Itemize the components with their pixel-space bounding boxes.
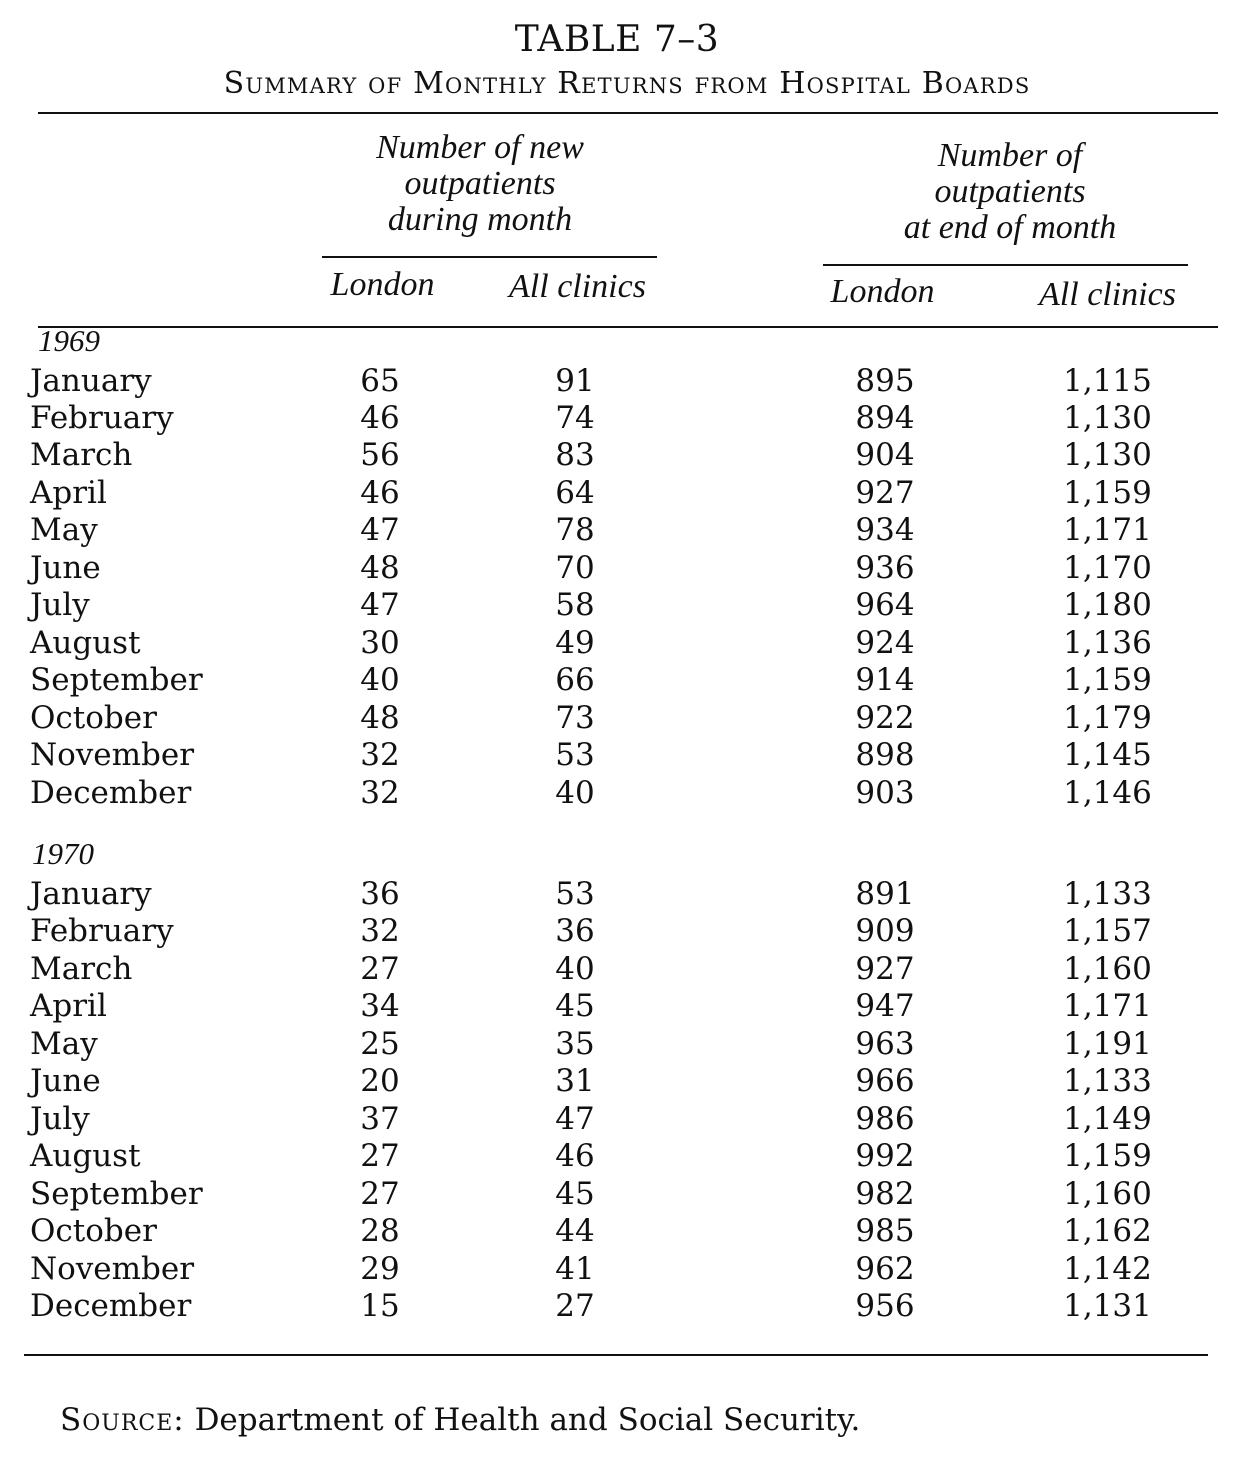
group-header-end-outpatients	[820, 138, 1200, 246]
new-london-cell: 27	[360, 1176, 400, 1212]
table-row	[0, 399, 1234, 437]
end-london-cell: 891	[855, 876, 915, 912]
new-all-clinics-cell: 91	[555, 363, 595, 399]
group-rule-new	[322, 256, 657, 258]
end-all-clinics-cell: 1,191	[1063, 1026, 1152, 1062]
table-row	[0, 1250, 1234, 1288]
new-all-clinics-cell: 46	[555, 1138, 595, 1174]
month-cell: April	[30, 988, 107, 1024]
new-all-clinics-cell: 73	[555, 700, 595, 736]
end-london-cell: 927	[855, 951, 915, 987]
end-london-cell: 904	[855, 437, 915, 473]
end-all-clinics-cell: 1,180	[1063, 587, 1152, 623]
end-all-clinics-cell: 1,171	[1063, 988, 1152, 1024]
end-london-cell: 894	[855, 400, 915, 436]
new-all-clinics-cell: 83	[555, 437, 595, 473]
end-london-cell: 956	[855, 1288, 915, 1324]
table-subtitle: Summary of Monthly Returns from Hospital Boards	[223, 66, 1031, 101]
group-header-end-line: at end of month	[903, 209, 1117, 246]
new-london-cell: 15	[360, 1288, 400, 1324]
month-cell: March	[30, 437, 133, 473]
month-cell: December	[30, 1288, 192, 1324]
new-all-clinics-cell: 74	[555, 400, 595, 436]
end-all-clinics-cell: 1,142	[1063, 1251, 1152, 1287]
end-london-cell: 936	[855, 550, 915, 586]
month-cell: October	[30, 1213, 157, 1249]
end-all-clinics-cell: 1,115	[1063, 363, 1152, 399]
table-row	[0, 912, 1234, 950]
end-all-clinics-cell: 1,162	[1063, 1213, 1152, 1249]
column-header-london-end: London	[830, 273, 935, 310]
end-london-cell: 947	[855, 988, 915, 1024]
table-row	[0, 1287, 1234, 1325]
table-row	[0, 1062, 1234, 1100]
new-london-cell: 36	[360, 876, 400, 912]
end-all-clinics-cell: 1,130	[1063, 400, 1152, 436]
end-all-clinics-cell: 1,159	[1063, 1138, 1152, 1174]
new-london-cell: 47	[360, 587, 400, 623]
end-london-cell: 964	[855, 587, 915, 623]
new-london-cell: 27	[360, 951, 400, 987]
new-london-cell: 46	[360, 400, 400, 436]
source-text: Department of Health and Social Security.	[194, 1402, 861, 1438]
end-london-cell: 922	[855, 700, 915, 736]
new-london-cell: 37	[360, 1101, 400, 1137]
month-cell: June	[30, 550, 101, 586]
end-all-clinics-cell: 1,146	[1063, 775, 1152, 811]
new-london-cell: 40	[360, 662, 400, 698]
end-all-clinics-cell: 1,170	[1063, 550, 1152, 586]
new-all-clinics-cell: 58	[555, 587, 595, 623]
new-all-clinics-cell: 44	[555, 1213, 595, 1249]
month-cell: June	[30, 1063, 101, 1099]
end-all-clinics-cell: 1,133	[1063, 876, 1152, 912]
end-london-cell: 962	[855, 1251, 915, 1287]
month-cell: May	[30, 512, 98, 548]
month-cell: July	[30, 587, 90, 623]
month-cell: September	[30, 1176, 203, 1212]
new-all-clinics-cell: 40	[555, 951, 595, 987]
new-all-clinics-cell: 47	[555, 1101, 595, 1137]
table-title: TABLE 7–3	[514, 19, 720, 60]
end-london-cell: 934	[855, 512, 915, 548]
table-row	[0, 1137, 1234, 1175]
new-london-cell: 48	[360, 550, 400, 586]
end-london-cell: 914	[855, 662, 915, 698]
end-all-clinics-cell: 1,145	[1063, 737, 1152, 773]
new-all-clinics-cell: 70	[555, 550, 595, 586]
end-all-clinics-cell: 1,171	[1063, 512, 1152, 548]
end-london-cell: 927	[855, 475, 915, 511]
month-cell: November	[30, 737, 195, 773]
end-all-clinics-cell: 1,133	[1063, 1063, 1152, 1099]
end-all-clinics-cell: 1,131	[1063, 1288, 1152, 1324]
month-cell: February	[30, 913, 174, 949]
table-row	[0, 661, 1234, 699]
group-header-new-line: Number of new	[376, 129, 584, 166]
new-all-clinics-cell: 64	[555, 475, 595, 511]
new-london-cell: 34	[360, 988, 400, 1024]
new-london-cell: 28	[360, 1213, 400, 1249]
month-cell: September	[30, 662, 203, 698]
new-london-cell: 65	[360, 363, 400, 399]
month-cell: July	[30, 1101, 90, 1137]
end-london-cell: 986	[855, 1101, 915, 1137]
table-row	[0, 950, 1234, 988]
new-all-clinics-cell: 45	[555, 988, 595, 1024]
table-row	[0, 875, 1234, 913]
new-london-cell: 27	[360, 1138, 400, 1174]
end-london-cell: 924	[855, 625, 915, 661]
new-london-cell: 32	[360, 737, 400, 773]
month-cell: November	[30, 1251, 195, 1287]
table-row	[0, 987, 1234, 1025]
new-all-clinics-cell: 53	[555, 876, 595, 912]
end-all-clinics-cell: 1,160	[1063, 951, 1152, 987]
year-label-1969: 1969	[38, 323, 100, 358]
table-row	[0, 474, 1234, 512]
month-cell: August	[30, 625, 141, 661]
end-london-cell: 982	[855, 1176, 915, 1212]
top-rule	[38, 112, 1218, 114]
new-all-clinics-cell: 53	[555, 737, 595, 773]
new-all-clinics-cell: 27	[555, 1288, 595, 1324]
end-london-cell: 909	[855, 913, 915, 949]
end-london-cell: 898	[855, 737, 915, 773]
column-header-london-new: London	[330, 266, 435, 303]
month-cell: March	[30, 951, 133, 987]
month-cell: January	[30, 363, 152, 399]
new-london-cell: 47	[360, 512, 400, 548]
table-row	[0, 511, 1234, 549]
new-all-clinics-cell: 41	[555, 1251, 595, 1287]
table-row	[0, 736, 1234, 774]
column-header-all-clinics-new: All clinics	[509, 268, 646, 305]
new-all-clinics-cell: 45	[555, 1176, 595, 1212]
new-london-cell: 46	[360, 475, 400, 511]
month-cell: October	[30, 700, 157, 736]
month-cell: May	[30, 1026, 98, 1062]
new-london-cell: 30	[360, 625, 400, 661]
table-row	[0, 1212, 1234, 1250]
end-all-clinics-cell: 1,160	[1063, 1176, 1152, 1212]
table-row	[0, 1175, 1234, 1213]
bottom-rule	[24, 1354, 1208, 1356]
end-all-clinics-cell: 1,179	[1063, 700, 1152, 736]
table-row	[0, 1100, 1234, 1138]
table-row	[0, 774, 1234, 812]
end-london-cell: 966	[855, 1063, 915, 1099]
table-row	[0, 624, 1234, 662]
new-london-cell: 25	[360, 1026, 400, 1062]
month-cell: February	[30, 400, 174, 436]
end-london-cell: 963	[855, 1026, 915, 1062]
new-london-cell: 32	[360, 775, 400, 811]
table-row	[0, 586, 1234, 624]
table-row	[0, 699, 1234, 737]
new-all-clinics-cell: 66	[555, 662, 595, 698]
end-london-cell: 903	[855, 775, 915, 811]
end-all-clinics-cell: 1,159	[1063, 662, 1152, 698]
end-all-clinics-cell: 1,157	[1063, 913, 1152, 949]
source-label: Source:	[60, 1402, 185, 1438]
new-london-cell: 29	[360, 1251, 400, 1287]
month-cell: April	[30, 475, 107, 511]
new-all-clinics-cell: 31	[555, 1063, 595, 1099]
month-cell: December	[30, 775, 192, 811]
new-all-clinics-cell: 78	[555, 512, 595, 548]
group-header-end-line: Number of	[937, 137, 1083, 174]
end-london-cell: 895	[855, 363, 915, 399]
group-header-new-line: during month	[387, 201, 573, 238]
end-all-clinics-cell: 1,149	[1063, 1101, 1152, 1137]
new-all-clinics-cell: 36	[555, 913, 595, 949]
new-all-clinics-cell: 49	[555, 625, 595, 661]
group-rule-end	[823, 264, 1188, 266]
column-header-all-clinics-end: All clinics	[1039, 276, 1176, 313]
new-london-cell: 48	[360, 700, 400, 736]
group-header-new-line: outpatients	[404, 165, 556, 202]
group-header-new-outpatients	[300, 130, 660, 238]
end-all-clinics-cell: 1,130	[1063, 437, 1152, 473]
new-all-clinics-cell: 35	[555, 1026, 595, 1062]
month-cell: August	[30, 1138, 141, 1174]
table-row	[0, 1025, 1234, 1063]
end-all-clinics-cell: 1,136	[1063, 625, 1152, 661]
end-london-cell: 992	[855, 1138, 915, 1174]
header-rule	[38, 326, 1218, 328]
end-all-clinics-cell: 1,159	[1063, 475, 1152, 511]
new-london-cell: 32	[360, 913, 400, 949]
table-row	[0, 549, 1234, 587]
table-row	[0, 362, 1234, 400]
group-header-end-line: outpatients	[934, 173, 1086, 210]
new-all-clinics-cell: 40	[555, 775, 595, 811]
month-cell: January	[30, 876, 152, 912]
new-london-cell: 20	[360, 1063, 400, 1099]
source-note	[60, 1400, 860, 1440]
year-label-1970: 1970	[32, 836, 94, 871]
end-london-cell: 985	[855, 1213, 915, 1249]
new-london-cell: 56	[360, 437, 400, 473]
table-row	[0, 436, 1234, 474]
